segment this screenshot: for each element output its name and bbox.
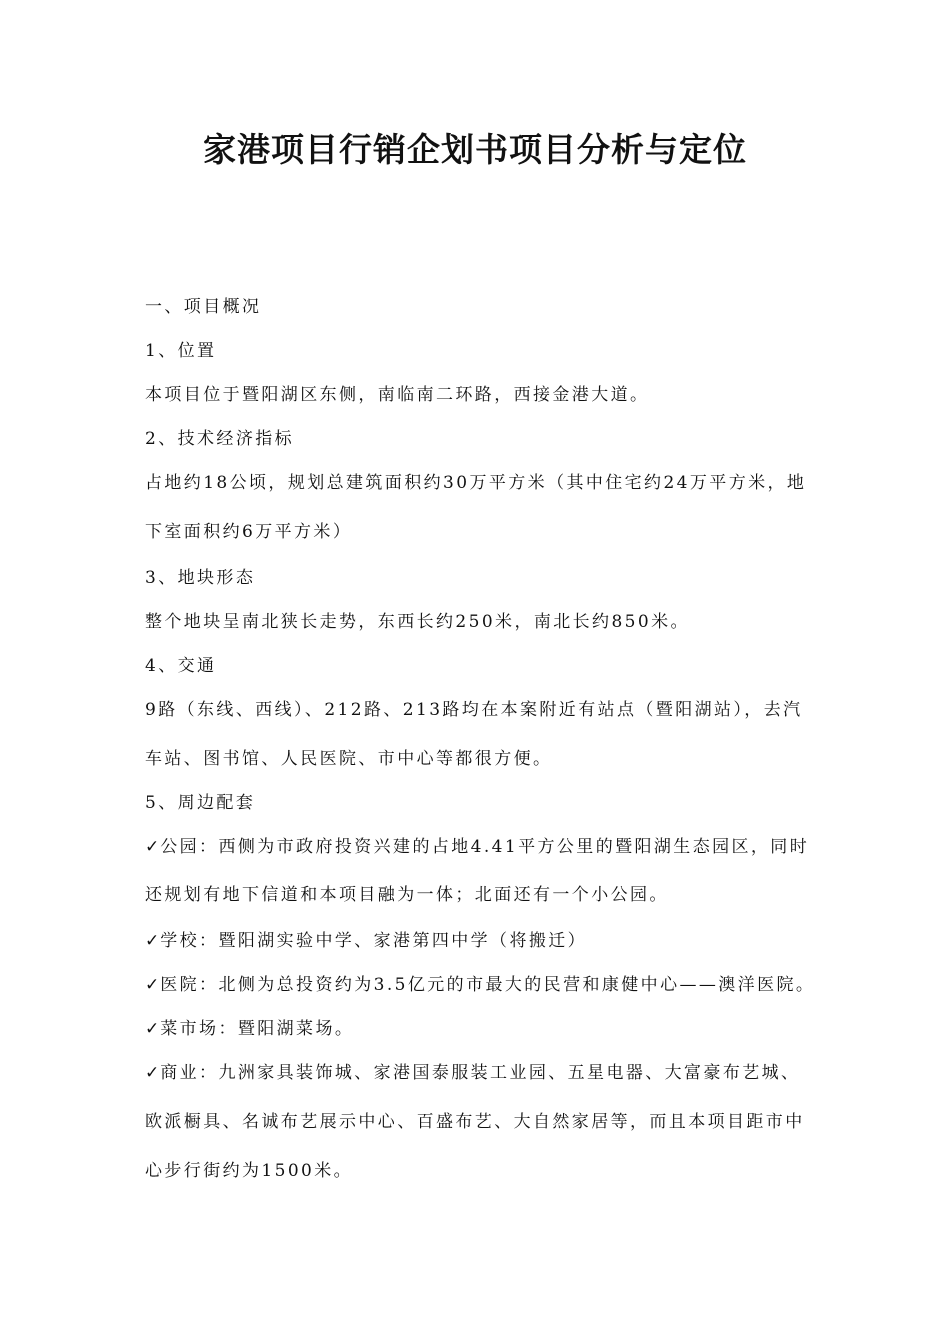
- check-mark-icon: ✓: [145, 931, 160, 951]
- amenity-commerce-text: 商业：九洲家具装饰城、家港国泰服装工业园、五星电器、大富豪布艺城、: [160, 1063, 801, 1083]
- amenity-commerce-line3: 心步行街约为1500米。: [145, 1161, 354, 1181]
- subheading-plot-shape: 3、地块形态: [145, 568, 256, 588]
- document-title: 家港项目行销企划书项目分析与定位: [203, 130, 747, 169]
- amenity-park-line1: [145, 835, 825, 859]
- amenity-school: [145, 929, 825, 953]
- amenity-market: [145, 1017, 825, 1041]
- amenity-park-text: 公园：西侧为市政府投资兴建的占地4.41平方公里的暨阳湖生态园区，同时: [160, 837, 810, 857]
- check-mark-icon: ✓: [145, 837, 160, 857]
- paragraph-indicators-line2: 下室面积约6万平方米）: [145, 522, 353, 542]
- paragraph-transport-line1: 9路（东线、西线）、212路、213路均在本案附近有站点（暨阳湖站），去汽: [145, 700, 803, 720]
- amenity-commerce-line2: 欧派橱具、名诚布艺展示中心、百盛布艺、大自然家居等，而且本项目距市中: [145, 1112, 805, 1132]
- check-mark-icon: ✓: [145, 1063, 160, 1083]
- amenity-park-line2: 还规划有地下信道和本项目融为一体；北面还有一个小公园。: [145, 885, 669, 905]
- amenity-hospital: [145, 973, 825, 997]
- paragraph-location: 本项目位于暨阳湖区东侧，南临南二环路，西接金港大道。: [145, 385, 650, 405]
- paragraph-transport-line2: 车站、图书馆、人民医院、市中心等都很方便。: [145, 749, 553, 769]
- subheading-location: 1、位置: [145, 341, 217, 361]
- amenity-school-text: 学校：暨阳湖实验中学、家港第四中学（将搬迁）: [160, 931, 588, 951]
- subheading-indicators: 2、技术经济指标: [145, 429, 295, 449]
- subheading-transport: 4、交通: [145, 656, 217, 676]
- paragraph-plot-shape: 整个地块呈南北狭长走势，东西长约250米，南北长约850米。: [145, 612, 690, 632]
- subheading-amenities: 5、周边配套: [145, 793, 256, 813]
- amenity-commerce-line1: [145, 1061, 825, 1085]
- section-heading-overview: 一、项目概况: [145, 297, 262, 317]
- paragraph-indicators-line1: 占地约18公顷，规划总建筑面积约30万平方米（其中住宅约24万平方米，地: [145, 473, 807, 493]
- check-mark-icon: ✓: [145, 1019, 160, 1039]
- amenity-hospital-text: 医院：北侧为总投资约为3.5亿元的市最大的民营和康健中心——澳洋医院。: [160, 975, 816, 995]
- check-mark-icon: ✓: [145, 975, 160, 995]
- amenity-market-text: 菜市场：暨阳湖菜场。: [160, 1019, 355, 1039]
